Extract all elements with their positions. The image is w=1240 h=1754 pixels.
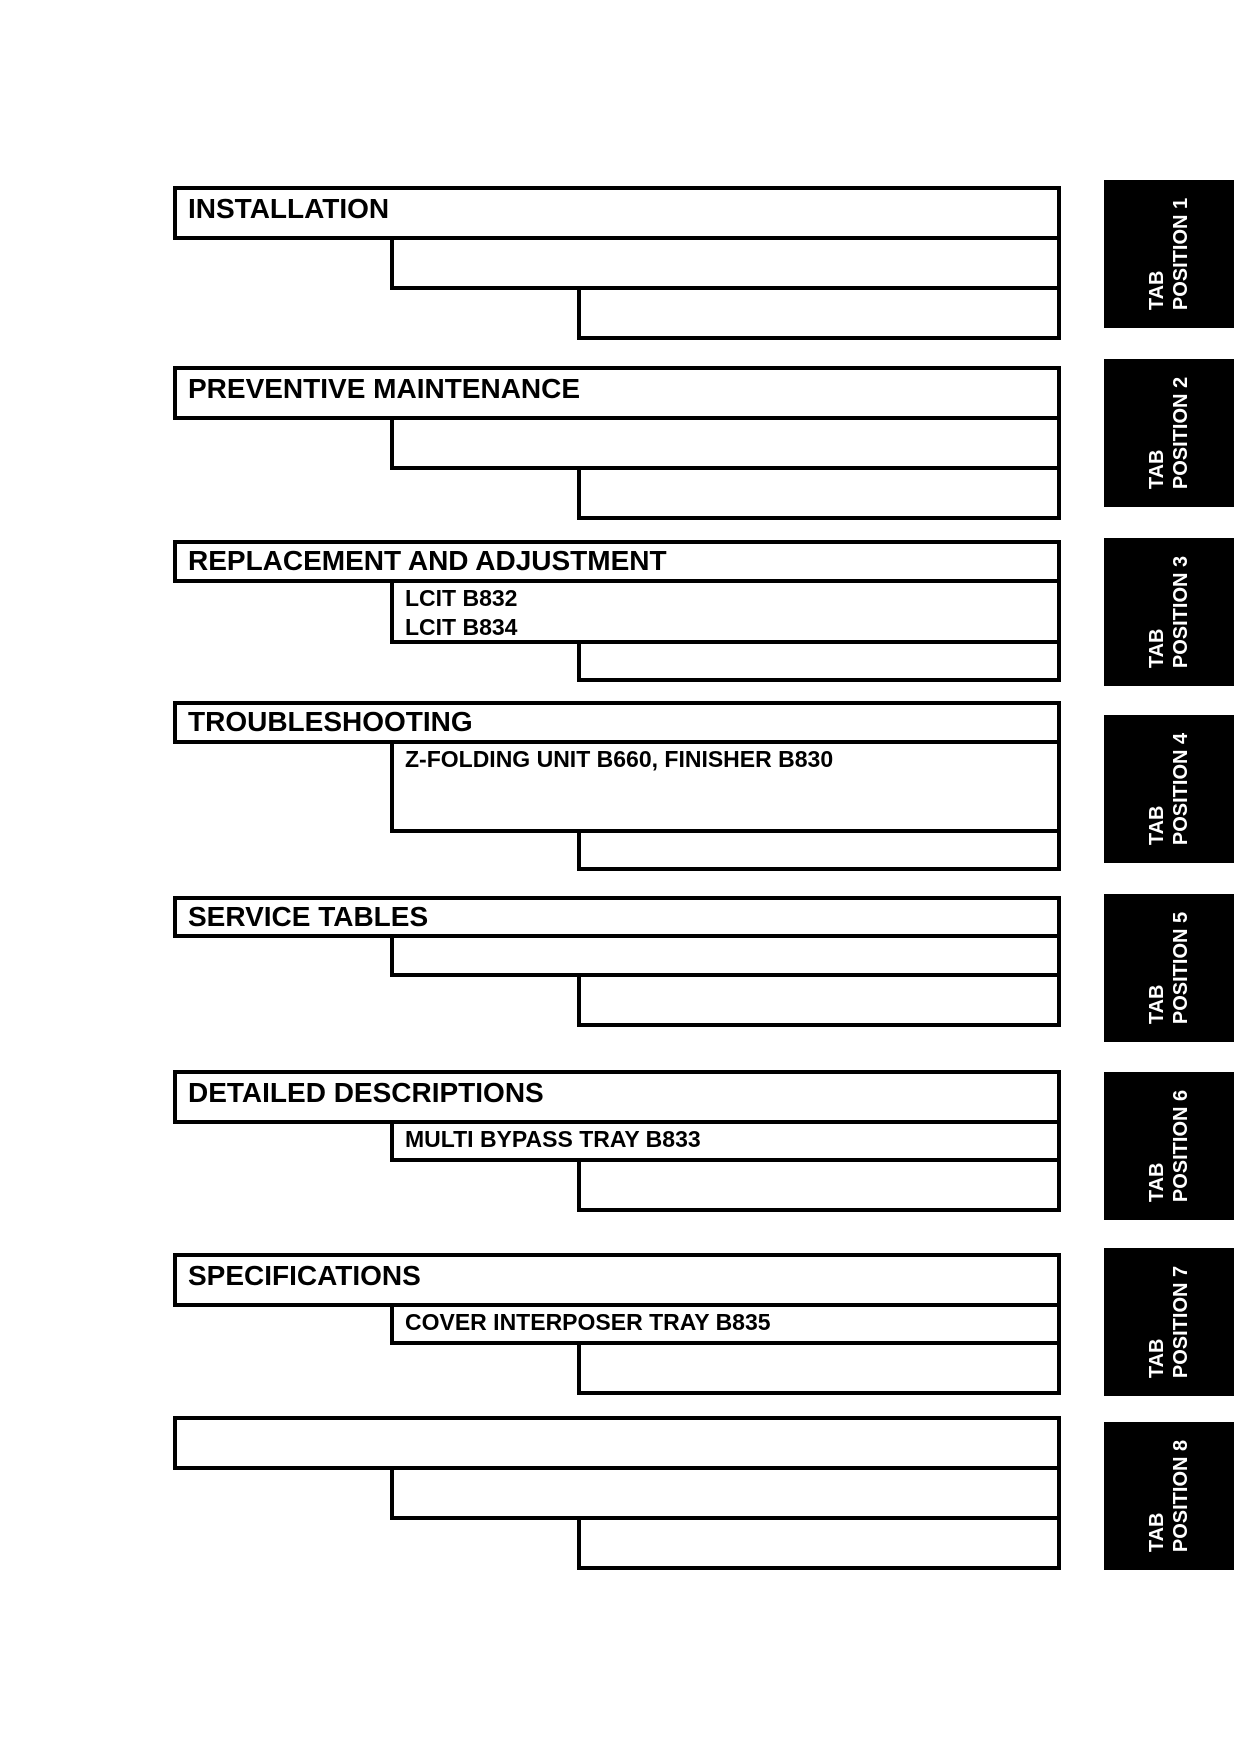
section-4-title-box — [173, 701, 1061, 744]
tab-7-line-1: TAB — [1146, 1338, 1168, 1379]
section-5-title-box — [173, 896, 1061, 938]
tab-position-2 — [1104, 359, 1234, 507]
tab-4-line-2: POSITION 4 — [1170, 732, 1192, 846]
section-3-sub2-box — [577, 640, 1061, 682]
tab-position-7 — [1104, 1248, 1234, 1396]
section-6-sub1-box — [390, 1120, 1061, 1162]
section-7-title: SPECIFICATIONS — [188, 1260, 421, 1291]
tab-position-6 — [1104, 1072, 1234, 1220]
tab-position-1 — [1104, 180, 1234, 328]
section-6-sub1-line-1: MULTI BYPASS TRAY B833 — [405, 1126, 701, 1152]
tab-3-line-2: POSITION 3 — [1170, 555, 1192, 669]
section-7-sub1-line-1: COVER INTERPOSER TRAY B835 — [405, 1309, 771, 1335]
section-2-sub2-box — [577, 466, 1061, 520]
tab-position-4 — [1104, 715, 1234, 863]
section-2-title: PREVENTIVE MAINTENANCE — [188, 373, 581, 404]
section-3-sub1-box — [390, 579, 1061, 644]
tab-5-line-2: POSITION 5 — [1170, 911, 1192, 1025]
tab-2-line-1: TAB — [1146, 449, 1168, 490]
section-7-title-box — [173, 1253, 1061, 1307]
tab-8-line-2: POSITION 8 — [1170, 1439, 1192, 1553]
section-4-title: TROUBLESHOOTING — [188, 706, 473, 737]
tab-6-line-2: POSITION 6 — [1170, 1089, 1192, 1203]
section-1-sub2-box — [577, 286, 1061, 340]
section-4-sub2-box — [577, 829, 1061, 871]
tab-3-line-1: TAB — [1146, 628, 1168, 669]
tab-1-line-1: TAB — [1146, 270, 1168, 311]
tab-position-5 — [1104, 894, 1234, 1042]
section-8-sub2-box — [577, 1516, 1061, 1570]
section-7-sub1-box — [390, 1303, 1061, 1345]
section-1-title: INSTALLATION — [188, 193, 390, 224]
section-1-sub1-box — [390, 236, 1061, 290]
section-8-title-box — [173, 1416, 1061, 1470]
section-3-title-box — [173, 540, 1061, 583]
tab-2-line-2: POSITION 2 — [1170, 376, 1192, 490]
tab-6-line-1: TAB — [1146, 1162, 1168, 1203]
section-5-sub1-box — [390, 934, 1061, 977]
tab-position-8 — [1104, 1422, 1234, 1570]
tab-7-line-2: POSITION 7 — [1170, 1265, 1192, 1379]
section-3-title: REPLACEMENT AND ADJUSTMENT — [188, 545, 667, 576]
tab-4-line-1: TAB — [1146, 805, 1168, 846]
tab-8-line-1: TAB — [1146, 1512, 1168, 1553]
section-7-sub2-box — [577, 1341, 1061, 1395]
section-3-sub1-line-2: LCIT B834 — [405, 614, 518, 640]
section-8-sub1-box — [390, 1466, 1061, 1520]
section-1-title-box — [173, 186, 1061, 240]
section-3-sub1-line-1: LCIT B832 — [405, 585, 518, 611]
section-4-sub1-box — [390, 740, 1061, 833]
tab-position-3 — [1104, 538, 1234, 686]
section-2-sub1-box — [390, 416, 1061, 470]
section-2-title-box — [173, 366, 1061, 420]
section-6-sub2-box — [577, 1158, 1061, 1212]
section-5-sub2-box — [577, 973, 1061, 1027]
tab-1-line-2: POSITION 1 — [1170, 197, 1192, 311]
section-4-sub1-line-1: Z-FOLDING UNIT B660, FINISHER B830 — [405, 746, 834, 772]
tab-5-line-1: TAB — [1146, 984, 1168, 1025]
section-6-title-box — [173, 1070, 1061, 1124]
section-5-title: SERVICE TABLES — [188, 901, 429, 932]
section-6-title: DETAILED DESCRIPTIONS — [188, 1077, 544, 1108]
